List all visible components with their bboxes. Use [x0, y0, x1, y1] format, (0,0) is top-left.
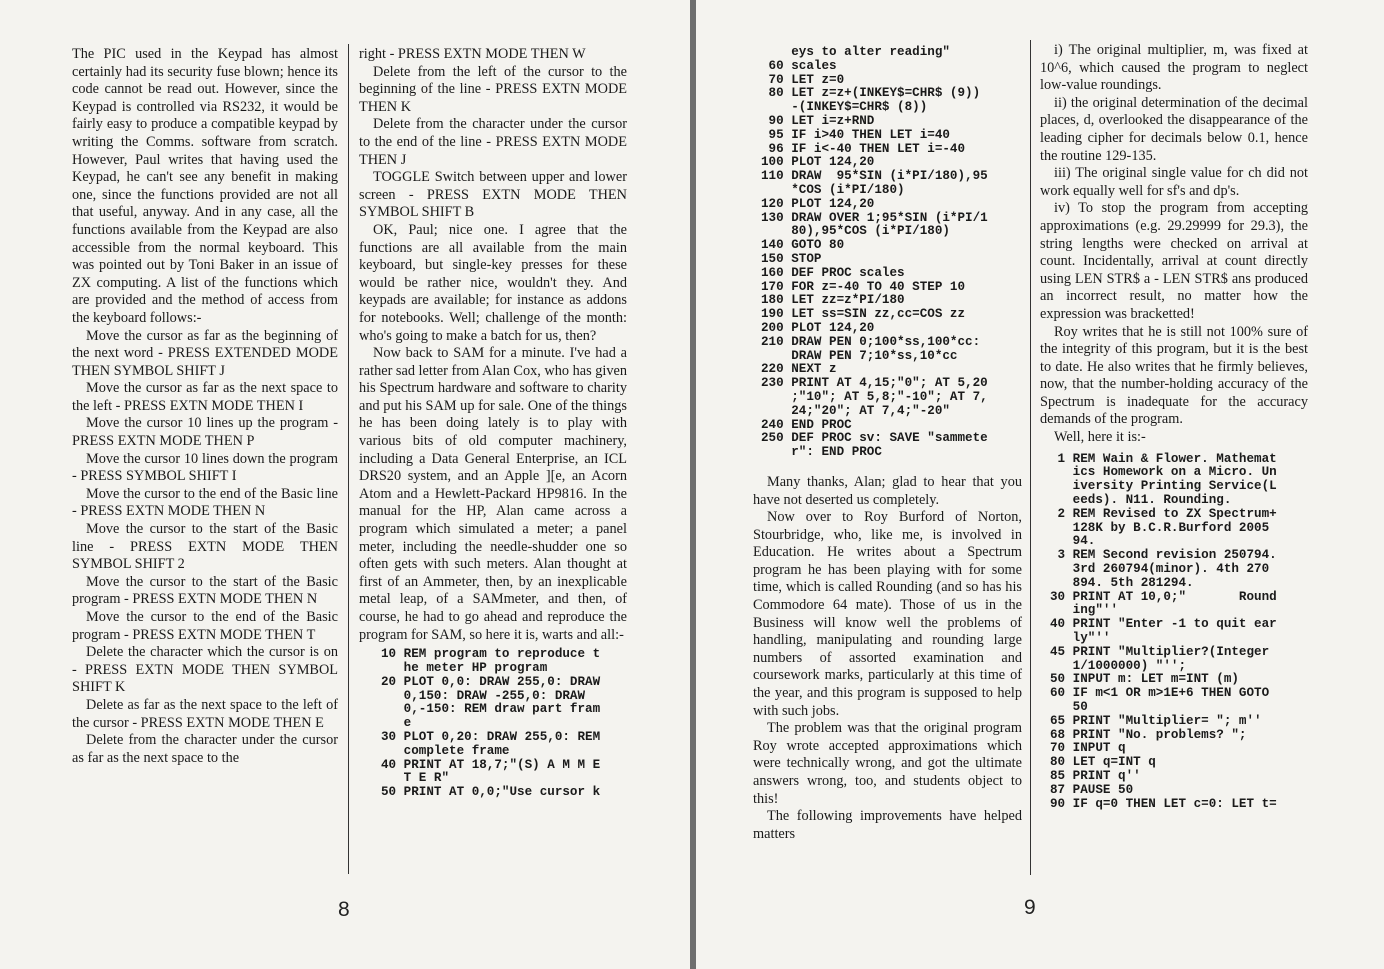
paragraph: right - PRESS EXTN MODE THEN W [359, 46, 586, 62]
code-line: 60 scales [761, 58, 837, 73]
column-divider [1030, 40, 1031, 875]
code-line: 70 LET z=0 [761, 72, 845, 87]
paragraph: Delete from the left of the cursor to the beginning of the line - PRESS EXTN MODE THEN K [359, 63, 627, 115]
left-page-column-2 [359, 46, 627, 800]
code-line: 85 PRINT q'' [1050, 768, 1141, 783]
code-block [1040, 453, 1308, 812]
left-page [0, 0, 690, 969]
page-number: 8 [338, 898, 350, 921]
paragraph: Delete the character which the cursor is on - PRESS EXTN MODE THEN SYMBOL SHIFT K [72, 644, 338, 696]
code-line: 120 PLOT 124,20 [761, 196, 875, 211]
code-line: 90 IF q=0 THEN LET c=0: LET t= [1050, 796, 1277, 811]
paragraph: Move the cursor to the start of the Basic line - PRESS EXTN MODE THEN SYMBOL SHIFT 2 [72, 521, 338, 573]
code-line: 190 LET ss=SIN zz,cc=COS zz [761, 307, 966, 322]
code-line: DRAW PEN 7;10*ss,10*cc [761, 348, 958, 363]
code-listing [761, 46, 1022, 460]
paragraph: Delete as far as the next space to the left of the cursor - PRESS EXTN MODE THEN E [72, 696, 338, 731]
code-line: 70 INPUT q [1050, 741, 1126, 756]
paragraph: The problem was that the original program Roy wrote accepted approximations which were technically wrong, and got the ultimate answers wrong, too, and students object to this! [753, 720, 1022, 807]
code-listing [1050, 453, 1308, 812]
code-line: 230 PRINT AT 4,15;"0"; AT 5,20 [761, 376, 988, 391]
paragraph: i) The original multiplier, m, was fixed at 10^6, which caused the program to neglect low-value roundings. [1040, 42, 1308, 94]
code-line: 180 LET zz=z*PI/180 [761, 293, 905, 308]
code-line: 45 PRINT "Multiplier?(Integer [1050, 644, 1270, 659]
paragraph: OK, Paul; nice one. I agree that the functions are all available from the main keyboard, but single-key presses for these would be rather nice, wouldn't they. And keypads are available; for instance as addons for notebooks. Well; challenge of the month: who's going to make a batch for us, then? [359, 221, 627, 344]
code-line: 50 INPUT m: LET m=INT (m) [1050, 672, 1239, 687]
code-line: ics Homework on a Micro. Un [1050, 465, 1277, 480]
code-line: 30 PRINT AT 10,0;" Round [1050, 589, 1277, 604]
left-page-column-1 [72, 46, 338, 767]
code-line: 1/1000000) "''; [1050, 658, 1187, 673]
paragraph: Move the cursor 10 lines up the program - PRESS EXTN MODE THEN P [72, 415, 338, 450]
code-line: 894. 5th 281294. [1050, 575, 1194, 590]
code-line: T E R" [381, 771, 450, 786]
code-line: iversity Printing Service(L [1050, 479, 1277, 494]
paragraph: Move the cursor as far as the next space to the left - PRESS EXTN MODE THEN I [72, 380, 338, 414]
code-line: 250 DEF PROC sv: SAVE "sammete [761, 431, 988, 446]
code-line: 80 LET q=INT q [1050, 755, 1156, 770]
code-line: 140 GOTO 80 [761, 238, 845, 253]
code-line: 160 DEF PROC scales [761, 265, 905, 280]
code-line: 130 DRAW OVER 1;95*SIN (i*PI/1 [761, 210, 988, 225]
code-line: ing"'' [1050, 603, 1119, 618]
code-line: 80),95*COS (i*PI/180) [761, 224, 950, 239]
code-line: 3rd 260794(minor). 4th 270 [1050, 562, 1270, 577]
code-line: 87 PAUSE 50 [1050, 782, 1134, 797]
code-line: r": END PROC [761, 445, 882, 460]
right-page [696, 0, 1384, 969]
code-line: 200 PLOT 124,20 [761, 320, 875, 335]
paragraph: Move the cursor to the end of the Basic line - PRESS EXTN MODE THEN N [72, 485, 338, 520]
code-line: 80 LET z=z+(INKEY$=CHR$ (9)) [761, 86, 981, 101]
code-line: 3 REM Second revision 250794. [1050, 548, 1277, 563]
paragraph: Move the cursor as far as the beginning of the next word - PRESS EXTENDED MODE THEN SYMBOL SHIFT J [72, 327, 338, 379]
code-line: ;"10"; AT 5,8;"-10"; AT 7, [761, 389, 988, 404]
code-line: 30 PLOT 0,20: DRAW 255,0: REM [381, 729, 601, 744]
code-line: 90 LET i=z+RND [761, 113, 875, 128]
code-block [753, 46, 1022, 460]
code-line: 100 PLOT 124,20 [761, 155, 875, 170]
code-line: complete frame [381, 743, 510, 758]
right-page-column-1 [753, 42, 1022, 843]
code-line: 40 PRINT "Enter -1 to quit ear [1050, 617, 1277, 632]
paragraph: iv) To stop the program from accepting approximations (e.g. 29.29999 for 29.3), the string lengths were checked on arrival at count. Incidentally, arrival at count directly using LEN STR$ a - LEN STR$ ans produced an incorrect result, no matter how the expression was bracketted! [1040, 200, 1308, 322]
paragraph: Delete from the character under the cursor to the end of the line - PRESS EXTN MODE THEN J [359, 116, 627, 168]
code-line: -(INKEY$=CHR$ (8)) [761, 100, 928, 115]
code-line: he meter HP program [381, 660, 548, 675]
page-number: 9 [1024, 896, 1036, 919]
code-line: 50 [1050, 700, 1088, 714]
paragraph: Many thanks, Alan; glad to hear that you have not deserted us completely. [753, 473, 1022, 508]
paragraph: The PIC used in the Keypad has almost certainly had its security fuse blown; hence its code cannot be read out. However, since the Keypad is controlled via RS232, it would be fairly easy to produce a compatible keypad by writing the Comms. software from scratch. However, Paul writes that having used the Keypad, he can't see any benefit in making one, since the functions provided are not all that useful, anyway. And in any case, all the functions available from the Keypad are also accessible from the normal keyboard. This was pointed out by Toni Baker in an issue of ZX computing. A list of the functions which are provided and the method of access from the keyboard follows:- [72, 46, 338, 326]
paragraph: ii) the original determination of the decimal places, d, overlooked the disappearance of the leading cipher for decimals below 0.1, hence the routine 129-135. [1040, 94, 1308, 164]
paragraph: Now over to Roy Burford of Norton, Stourbridge, who, like me, is involved in Education. He writes about a Spectrum program he has been playing with for some time, which is called Rounding (and so has his Commodore 64 mate). Those of us in the Business will know well the problems of handling, manipulating and rounding large numbers of assorted examination and coursework marks, particularly at this time of the year, and this program is supposed to help with such jobs. [753, 509, 1022, 719]
paragraph: Move the cursor 10 lines down the program - PRESS SYMBOL SHIFT I [72, 450, 338, 485]
code-line: 110 DRAW 95*SIN (i*PI/180),95 [761, 169, 988, 184]
paragraph: The following improvements have helped matters [753, 808, 1022, 842]
code-line: 1 REM Wain & Flower. Mathemat [1050, 451, 1277, 466]
code-line: 95 IF i>40 THEN LET i=40 [761, 127, 950, 142]
code-line: 20 PLOT 0,0: DRAW 255,0: DRAW [381, 674, 601, 689]
code-line: 96 IF i<-40 THEN LET i=-40 [761, 141, 966, 156]
code-line: 24;"20"; AT 7,4;"-20" [761, 403, 950, 418]
code-listing [381, 648, 627, 800]
paragraph: iii) The original single value for ch did not work equally well for sf's and dp's. [1040, 165, 1308, 199]
code-line: 94. [1050, 534, 1096, 549]
code-line: 68 PRINT "No. problems? "; [1050, 727, 1247, 742]
code-line: e [381, 716, 412, 731]
code-line: 65 PRINT "Multiplier= "; m'' [1050, 713, 1262, 728]
paragraph: Roy writes that he is still not 100% sure of the integrity of this program, but it is the best to date. He also writes that he firmly believes, now, that the number-holding accuracy of the Spectrum is inadequate for the accuracy demands of the program. [1040, 323, 1308, 428]
paragraph: Delete from the character under the cursor as far as the next space to the [72, 732, 338, 766]
code-line: 150 STOP [761, 251, 822, 266]
code-block [359, 648, 627, 800]
paragraph: Well, here it is:- [1054, 429, 1146, 446]
code-line: 40 PRINT AT 18,7;"(S) A M M E [381, 757, 601, 772]
right-page-column-2 [1040, 42, 1308, 811]
code-line: eys to alter reading" [761, 45, 950, 59]
code-line: 10 REM program to reproduce t [381, 647, 601, 662]
code-line: ly"'' [1050, 631, 1111, 646]
code-line: eeds). N11. Rounding. [1050, 493, 1232, 508]
code-line: 0,-150: REM draw part fram [381, 702, 601, 717]
paragraph: Now back to SAM for a minute. I've had a rather sad letter from Alan Cox, who has given his Spectrum hardware and software to charity and put his SAM up for sale. One of the things he has been doing lately is to play with various bits of old computer machinery, including a Data General Enterprise, an ICL DRS20 system, and an Apple ][e, an Acorn Atom and a Hewlett-Packard HP9816. In the manual for the HP, Alan came across a program which simulated a meter; a panel meter, including the needle-shudder one so often gets with such meters. Alan thought at first of an Ammeter, then, by an inexplicable metal leap, of a SAMmeter, and then, of course, he had to go ahead and reproduce the program for SAM, so here it is, warts and all:- [359, 345, 627, 643]
column-divider [348, 44, 349, 874]
code-line: 128K by B.C.R.Burford 2005 [1050, 520, 1270, 535]
code-line: 220 NEXT z [761, 362, 837, 377]
code-line: 50 PRINT AT 0,0;"Use cursor k [381, 785, 601, 800]
code-line: *COS (i*PI/180) [761, 182, 905, 197]
code-line: 2 REM Revised to ZX Spectrum+ [1050, 506, 1277, 521]
paragraph: Move the cursor to the end of the Basic program - PRESS EXTN MODE THEN T [72, 609, 338, 643]
paragraph: TOGGLE Switch between upper and lower screen - PRESS EXTN MODE THEN SYMBOL SHIFT B [359, 169, 627, 221]
paragraph: Move the cursor to the start of the Basic program - PRESS EXTN MODE THEN N [72, 573, 338, 608]
code-line: 0,150: DRAW -255,0: DRAW [381, 688, 586, 703]
code-line: 240 END PROC [761, 417, 852, 432]
code-line: 170 FOR z=-40 TO 40 STEP 10 [761, 279, 966, 294]
code-line: 60 IF m<1 OR m>1E+6 THEN GOTO [1050, 686, 1270, 701]
code-line: 210 DRAW PEN 0;100*ss,100*cc: [761, 334, 981, 349]
